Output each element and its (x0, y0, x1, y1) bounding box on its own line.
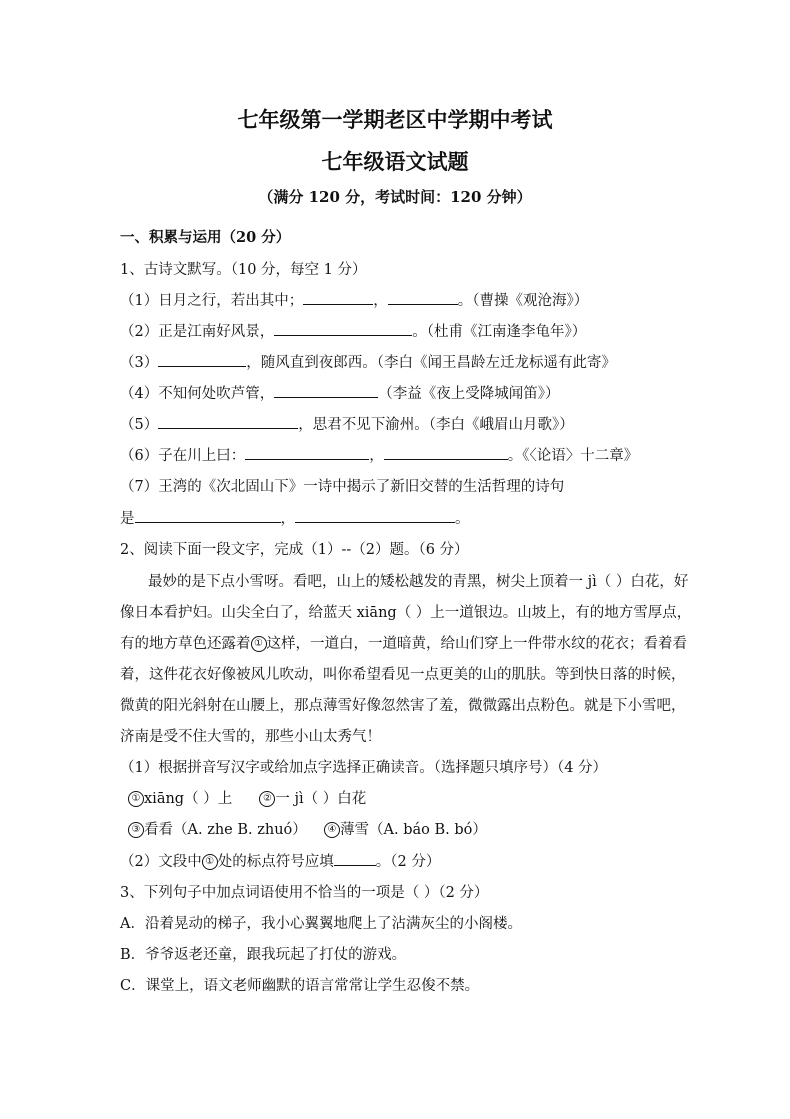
answer-blank[interactable] (245, 445, 369, 460)
q1-item-7-answer: 是 ， 。 (120, 508, 680, 529)
passage-line-6: 济南是受不住大雪的，那些小山太秀气！ (120, 729, 381, 745)
q3-option-c: C．课堂上，语文老师幽默的语言常常让学生忍俊不禁。 (120, 978, 480, 994)
q1-item-7: （7）王湾的《次北固山下》一诗中揭示了新旧交替的生活哲理的诗句 (120, 479, 565, 495)
answer-blank[interactable] (334, 851, 376, 866)
q1-item-5: （5） ，思君不见下渝州。（李白《峨眉山月歌》） (120, 414, 680, 435)
q2-options-row-1: ① xiāng（ ）上 ② 一 jì（ ）白花 (128, 789, 688, 809)
option-1: xiāng（ ）上 (144, 791, 233, 807)
q1-item-1: （1）日月之行，若出其中； ， 。（曹操《观沧海》） (120, 290, 680, 311)
q3-stem: 3、下列句子中加点词语使用不恰当的一项是（ ）（2 分） (120, 885, 489, 901)
exam-subtitle: 七年级语文试题 (321, 149, 469, 174)
exam-title: 七年级第一学期老区中学期中考试 (237, 107, 553, 132)
answer-blank[interactable] (158, 352, 246, 367)
q1-item-4: （4）不知何处吹芦管， （李益《夜上受降城闻笛》） (120, 383, 680, 404)
q1-item-3: （3） ，随风直到夜郎西。（李白《闻王昌龄左迁龙标遥有此寄》 (120, 352, 680, 373)
option-4: 薄雪（A. báo B. bó） (340, 822, 487, 838)
answer-blank[interactable] (135, 508, 281, 523)
passage-line-4: 着，这件花衣好像被风儿吹动，叫你希望看见一点更美的山的肌肤。等到快日落的时候， (120, 667, 686, 683)
q3-option-a: A．沿着晃动的梯子，我小心翼翼地爬上了沾满灰尘的小阁楼。 (120, 916, 522, 932)
q3-option-b: B．爷爷返老还童，跟我玩起了打仗的游戏。 (120, 947, 407, 963)
answer-blank[interactable] (274, 321, 412, 336)
exam-info: （满分 120 分，考试时间：120 分钟） (258, 188, 532, 206)
q2-sub2: （2）文段中 ① 处的标点符号应填 。（2 分） (120, 851, 680, 872)
q1-stem: 1、古诗文默写。（10 分，每空 1 分） (120, 262, 367, 278)
passage-line-3: 有的地方草色还露着 ① 这样，一道白，一道暗黄，给山们穿上一件带水纹的花衣；看着看 (120, 636, 687, 652)
answer-blank[interactable] (274, 383, 378, 398)
answer-blank[interactable] (295, 508, 455, 523)
answer-blank[interactable] (384, 445, 508, 460)
q1-item-2: （2）正是江南好风景， 。（杜甫《江南逢李龟年》） (120, 321, 680, 342)
passage-line-1: 最妙的是下点小雪呀。看吧，山上的矮松越发的青黑，树尖上顶着一 jì（ ）白花，好 (148, 574, 689, 590)
section-heading: 一、积累与运用（20 分） (120, 229, 291, 246)
answer-blank[interactable] (303, 290, 373, 305)
option-2: 一 jì（ ）白花 (275, 791, 367, 807)
circled-number-1: ① (251, 636, 267, 652)
option-3: 看看（A. zhe B. zhuó） (144, 822, 307, 838)
q2-options-row-2: ③ 看看（A. zhe B. zhuó） ④ 薄雪（A. báo B. bó） (128, 820, 688, 840)
passage-line-2: 像日本看护妇。山尖全白了，给蓝天 xiāng（ ）上一道银边。山坡上，有的地方雪厚点， (120, 605, 692, 621)
passage-line-5: 微黄的阳光斜射在山腰上，那点薄雪好像忽然害了羞，微微露出点粉色。就是下小雪吧， (120, 698, 686, 714)
q1-item-6: （6）子在川上曰： ， 。《〈论语〉十二章》 (120, 445, 680, 466)
q2-sub1: （1）根据拼音写汉字或给加点字选择正确读音。（选择题只填序号）（4 分） (120, 760, 608, 776)
answer-blank[interactable] (158, 414, 298, 429)
q2-stem: 2、阅读下面一段文字，完成（1）--（2）题。（6 分） (120, 542, 469, 558)
answer-blank[interactable] (388, 290, 458, 305)
